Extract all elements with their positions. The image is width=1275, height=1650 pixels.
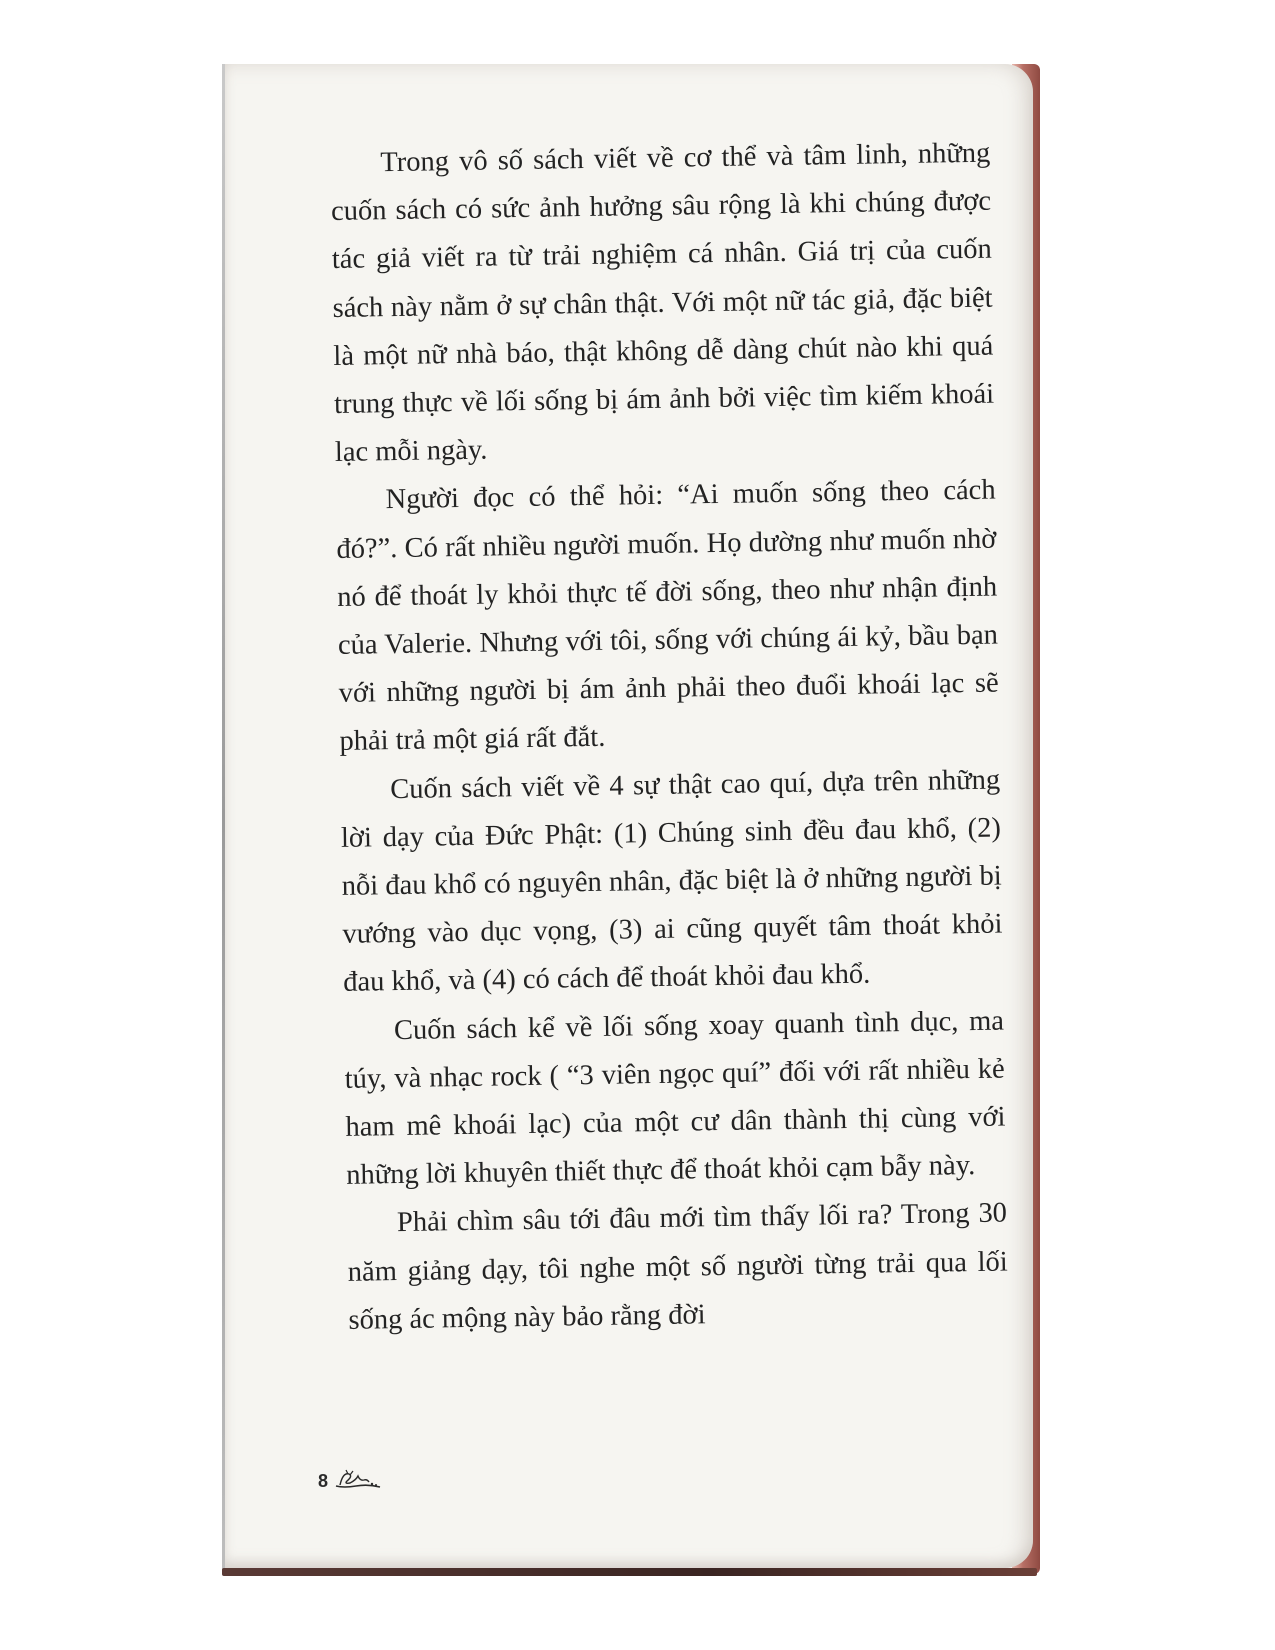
paragraph-3: Cuốn sách viết về 4 sự thật cao quí, dựa trên những lời dạy của Đức Phật: (1) Chúng sinh đều đau khổ, (2) nỗi đau khổ có nguyên nhân, đặc biệt là ở những người bị vướng vào dục vọng, (3) ai cũng quyết tâm thoát khỏi đau khổ, và (4) có cách để thoát khỏi đau khổ. (340, 764, 1003, 999)
page-bottom-edge (222, 1568, 1037, 1576)
page-footer (318, 1468, 382, 1490)
paragraph-5: Phải chìm sâu tới đâu mới tìm thấy lối ra? Trong 30 năm giảng dạy, tôi nghe một số người từng trải qua lối sống ác mộng này bảo rằng đời (347, 1197, 1008, 1336)
paragraph-4: Cuốn sách kể về lối sống xoay quanh tình dục, ma túy, và nhạc rock ( “3 viên ngọc quí” đối với rất nhiều kẻ ham mê khoái lạc) của một cư dân thành thị cùng với những lời khuyên thiết thực để thoát khỏi cạm bẫy này. (344, 1005, 1006, 1192)
page-number: 8 (318, 1471, 329, 1491)
paragraph-2: Người đọc có thể hỏi: “Ai muốn sống theo cách đó?”. Có rất nhiều người muốn. Họ dường như muốn nhờ nó để thoát ly khỏi thực tế đời sống, theo như nhận định của Valerie. Nhưng với tôi, sống với chúng ái kỷ, bầu bạn với những người bị ám ảnh phải theo đuổi khoái lạc sẽ phải trả một giá rất đắt. (336, 475, 999, 758)
paragraph-1: Trong vô số sách viết về cơ thể và tâm linh, những cuốn sách có sức ảnh hưởng sâu rộng là khi chúng được tác giả viết ra từ trải nghiệm cá nhân. Giá trị của cuốn sách này nằm ở sự chân thật. Với một nữ tác giả, đặc biệt là một nữ nhà báo, thật không dễ dàng chút nào khi quá trung thực về lối sống bị ám ảnh bởi việc tìm kiếm khoái lạc mỗi ngày. (330, 137, 995, 469)
body-text (330, 130, 1009, 1345)
flourish-ornament-icon (334, 1468, 382, 1490)
